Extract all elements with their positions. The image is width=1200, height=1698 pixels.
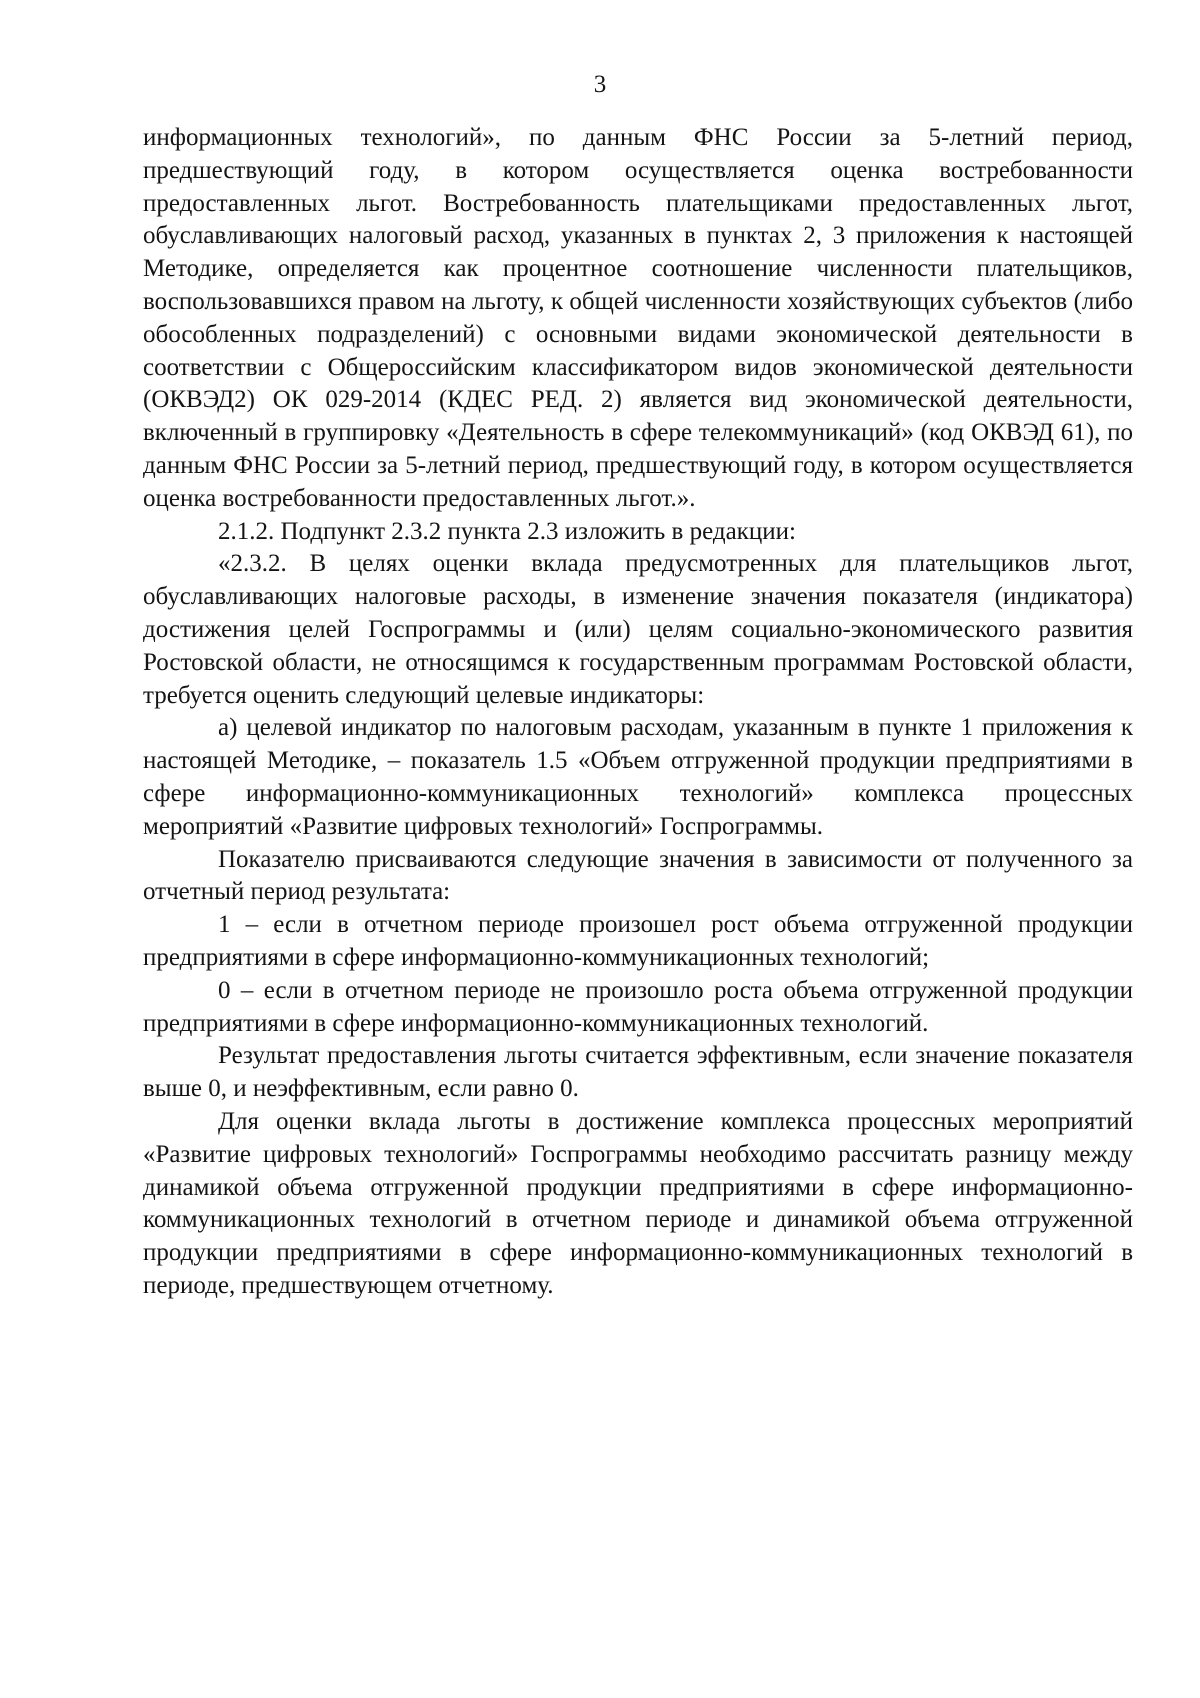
- paragraph-indicator-values: Показателю присваиваются следующие значения в зависимости от полученного за отчетный период результата:: [143, 845, 1133, 906]
- paragraph-result: Результат предоставления льготы считается эффективным, если значение показателя выше 0, и неэффективным, если равно 0.: [143, 1042, 1133, 1103]
- page-number: 3: [593, 71, 607, 98]
- paragraph-assessment: Для оценки вклада льготы в достижение комплекса процессных мероприятий «Развитие цифровых технологий» Госпрограммы необходимо рассчитать разницу между динамикой объема отгруженной продукции предприятиями в сфере информационно-коммуникационных технологий в отчетном периоде и динамикой объема отгруженной продукции предприятиями в сфере информационно-коммуникационных технологий в периоде, предшествующем отчетному.: [143, 1107, 1133, 1299]
- paragraph-value-0: 0 – если в отчетном периоде не произошло роста объема отгруженной продукции предприятиями в сфере информационно-коммуникационных технологий.: [143, 976, 1133, 1037]
- document-body: [143, 122, 1133, 1303]
- paragraph-item-a: а) целевой индикатор по налоговым расходам, указанным в пункте 1 приложения к настоящей Методике, – показатель 1.5 «Объем отгруженной продукции предприятиями в сфере информационно-коммуникационных технологий» комплекса процессных мероприятий «Развитие цифровых технологий» Госпрограммы.: [143, 714, 1133, 840]
- paragraph-2-3-2: «2.3.2. В целях оценки вклада предусмотренных для плательщиков льгот, обуславливающих налоговые расходы, в изменение значения показателя (индикатора) достижения целей Госпрограммы и (или) целям социально-экономического развития Ростовской области, не относящимся к государственным программам Ростовской области, требуется оценить следующий целевые индикаторы:: [143, 550, 1133, 709]
- paragraph-continuation: информационных технологий», по данным ФНС России за 5-летний период, предшествующий году, в котором осуществляется оценка востребованности предоставленных льгот. Востребованность плательщиками предоставленных льгот, обуславливающих налоговый расход, указанных в пунктах 2, 3 приложения к настоящей Методике, определяется как процентное соотношение численности плательщиков, воспользовавшихся правом на льготу, к общей численности хозяйствующих субъектов (либо обособленных подразделений) с основными видами экономической деятельности в соответствии с Общероссийским классификатором видов экономической деятельности (ОКВЭД2) ОК 029-2014 (КДЕС РЕД. 2) является вид экономической деятельности, включенный в группировку «Деятельность в сфере телекоммуникаций» (код ОКВЭД 61), по данным ФНС России за 5-летний период, предшествующий году, в котором осуществляется оценка востребованности предоставленных льгот.».: [143, 124, 1133, 512]
- paragraph-value-1: 1 – если в отчетном периоде произошел рост объема отгруженной продукции предприятиями в сфере информационно-коммуникационных технологий;: [143, 911, 1133, 971]
- paragraph-2-1-2: 2.1.2. Подпункт 2.3.2 пункта 2.3 изложить в редакции:: [218, 517, 796, 545]
